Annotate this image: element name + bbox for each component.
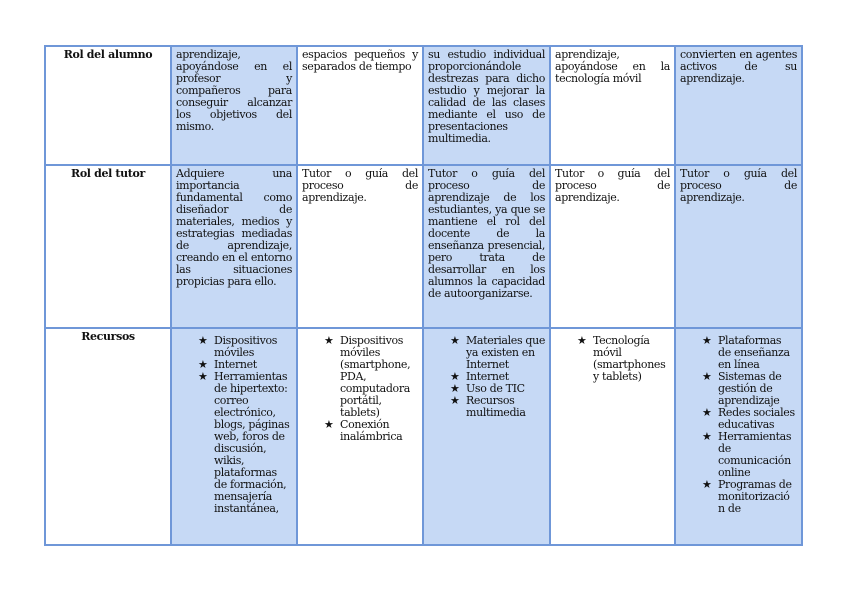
star-icon: ★ [702,478,712,491]
list-item [575,335,670,383]
table-row-rol-alumno [45,46,802,165]
star-icon: ★ [702,430,712,443]
list-item [448,395,545,419]
star-icon: ★ [450,370,460,383]
star-icon: ★ [450,394,460,407]
list-item [196,335,292,359]
list-item [700,431,797,479]
list-item-text: Internet [214,358,257,371]
table-cell: espacios pequeños y separados de tiempo [297,46,423,165]
bullet-list [428,331,545,419]
row-header: Rol del alumno [45,46,171,165]
list-item [322,419,418,443]
row-header: Recursos [45,328,171,545]
list-item-text: Sistemas de gestión de aprendizaje [718,370,782,407]
table-cell: Adquiere una importancia fundamental como diseñador de materiales, medios y estrategias mediadas de aprendizaje, creando en el entorno las situaciones propicias para ello. [171,165,297,328]
table-cell [297,328,423,545]
list-item [700,407,797,431]
star-icon: ★ [198,334,208,347]
table-row-rol-tutor [45,165,802,328]
list-item-text: Herramientas de comunicación online [718,430,792,479]
star-icon: ★ [324,334,334,347]
star-icon: ★ [324,418,334,431]
star-icon: ★ [198,370,208,383]
bullet-list [302,331,418,443]
list-item [700,371,797,407]
table-cell: aprendizaje, apoyándose en la tecnología móvil [550,46,675,165]
star-icon: ★ [450,334,460,347]
list-item [700,335,797,371]
table-cell: Tutor o guía del proceso de aprendizaje. [675,165,802,328]
table-cell: convierten en agentes activos de su aprendizaje. [675,46,802,165]
table-row-recursos [45,328,802,545]
list-item-text: Herramientas de hipertexto: correo electrónico, blogs, páginas web, foros de discusión, wikis, plataformas de formación, mensajería instantánea, [214,370,290,515]
table-cell: su estudio individual proporcionándole destrezas para dicho estudio y mejorar la calidad de las clases mediante el uso de presentaciones multimedia. [423,46,550,165]
list-item-text: Dispositivos móviles (smartphone, PDA, computadora portátil, tablets) [340,334,411,419]
table-cell: Tutor o guía del proceso de aprendizaje. [550,165,675,328]
table-cell [171,328,297,545]
star-icon: ★ [198,358,208,371]
list-item-text: Uso de TIC [466,382,525,395]
table-cell [675,328,802,545]
star-icon: ★ [702,406,712,419]
table-cell [423,328,550,545]
list-item [196,371,292,515]
list-item [322,335,418,419]
list-item [448,335,545,371]
list-item-text: Internet [466,370,509,383]
list-item-text: Conexión inalámbrica [340,418,403,443]
list-item-text: Programas de monitorizació n de [718,478,792,515]
row-header: Rol del tutor [45,165,171,328]
bullet-list [680,331,797,515]
list-item-text: Tecnología móvil (smartphones y tablets) [593,334,666,383]
bullet-list [555,331,670,383]
table-cell: Tutor o guía del proceso de aprendizaje. [297,165,423,328]
table-cell [550,328,675,545]
bullet-list [176,331,292,515]
list-item-text: Plataformas de enseñanza en línea [718,334,790,371]
star-icon: ★ [702,370,712,383]
star-icon: ★ [450,382,460,395]
star-icon: ★ [702,334,712,347]
list-item-text: Dispositivos móviles [214,334,278,359]
star-icon: ★ [577,334,587,347]
table-cell: Tutor o guía del proceso de aprendizaje de los estudiantes, ya que se mantiene el rol del docente de la enseñanza presencial, pero trata de desarrollar en los alumnos la capacidad de autoorganizarse. [423,165,550,328]
list-item [700,479,797,515]
table-cell: aprendizaje, apoyándose en el profesor y compañeros para conseguir alcanzar los objetivos del mismo. [171,46,297,165]
list-item-text: Recursos multimedia [466,394,526,419]
comparison-table [44,45,803,546]
list-item-text: Redes sociales educativas [718,406,795,431]
list-item-text: Materiales que ya existen en Internet [466,334,545,371]
